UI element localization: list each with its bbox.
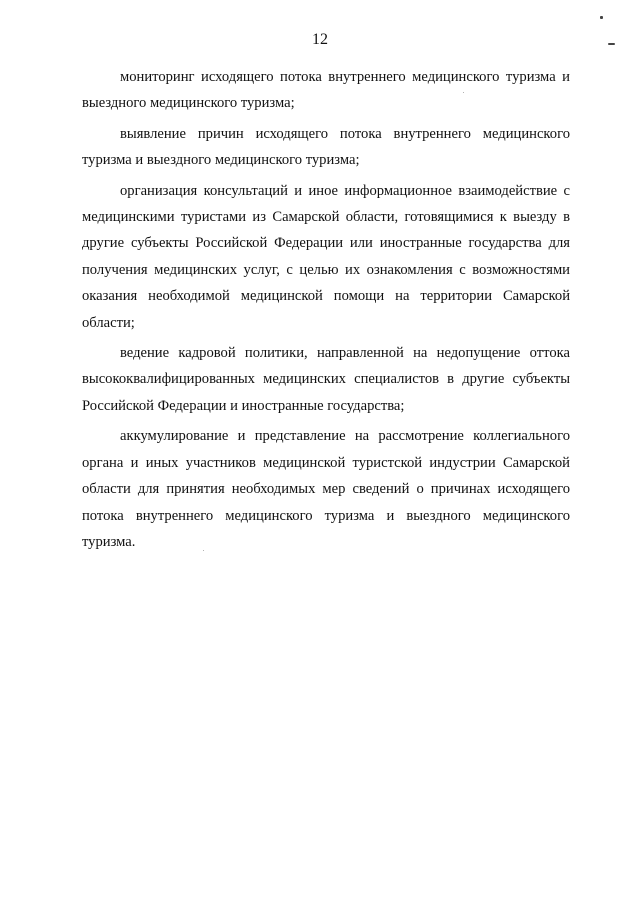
page-number: 12 xyxy=(312,31,328,48)
paragraph-causes: выявление причин исходящего потока внутреннего медицинского туризма и выездного медицинского туризма; xyxy=(82,125,570,169)
paragraph-accumulation: аккумулирование и представление на рассмотрение коллегиального органа и иных участников медицинской туристской индустрии Самарской области для принятия необходимых мер сведений о причинах исходящего потока внутреннего медицинского туризма и выездного медицинского туризма. xyxy=(82,428,570,550)
paragraph-consultations: организация консультаций и иное информационное взаимодействие с медицинскими туристами из Самарской области, готовящимися к выезду в другие субъекты Российской Федерации или иностранные государства для получения медицинских услуг, с целью их ознакомления с возможностями оказания необходимой медицинской помощи на территории Самарской области; xyxy=(82,182,570,331)
scan-speck xyxy=(463,92,464,93)
scan-speck xyxy=(203,550,204,551)
scan-speck xyxy=(608,43,615,45)
paragraph-monitoring: мониторинг исходящего потока внутреннего медицинского туризма и выездного медицинского туризма; xyxy=(82,69,570,112)
scan-speck xyxy=(600,16,603,19)
paragraph-personnel-policy: ведение кадровой политики, направленной на недопущение оттока высококвалифицированных медицинских специалистов в другие субъекты Российской Федерации и иностранные государства; xyxy=(82,345,570,414)
document-body xyxy=(82,64,570,555)
